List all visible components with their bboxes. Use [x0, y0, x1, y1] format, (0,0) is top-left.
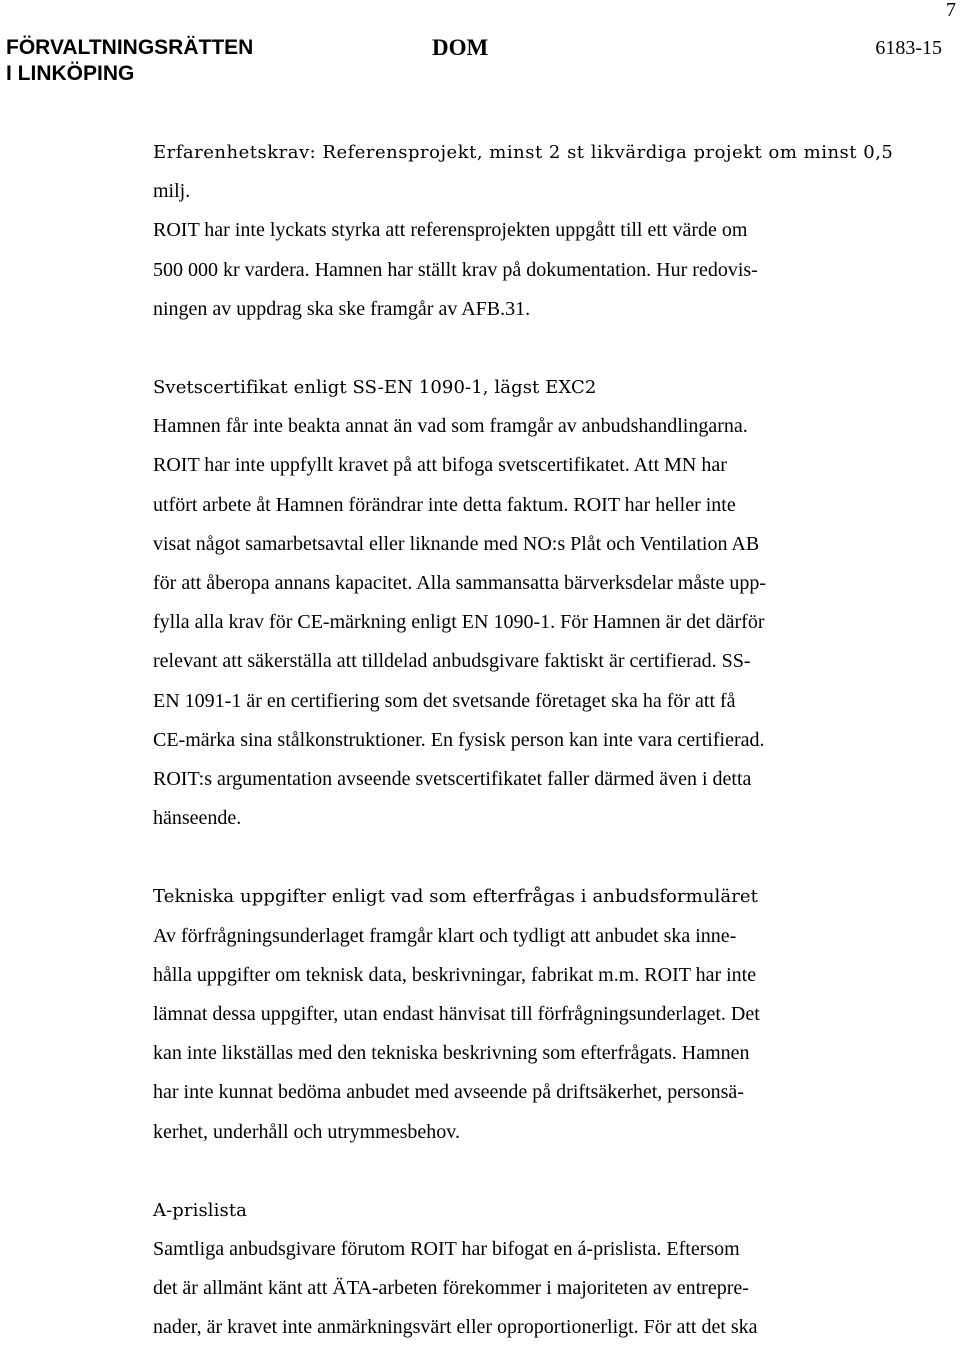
- text-line: fylla alla krav för CE-märkning enligt EN 1090-1. För Hamnen är det därför: [153, 611, 765, 634]
- text-line: det är allmänt känt att ÄTA-arbeten förekommer i majoriteten av entrepre-: [153, 1277, 749, 1300]
- court-name: [6, 35, 253, 87]
- section-heading: Erfarenhetskrav: Referensprojekt, minst 2 st likvärdiga projekt om minst 0,5: [153, 142, 894, 163]
- text-line: relevant att säkerställa att tilldelad anbudsgivare faktiskt är certifierad. SS-: [153, 650, 751, 673]
- text-line: Av förfrågningsunderlaget framgår klart och tydligt att anbudet ska inne-: [153, 924, 737, 947]
- section-heading: A-prislista: [153, 1199, 248, 1221]
- text-line: lämnat dessa uppgifter, utan endast hänvisat till förfrågningsunderlaget. Det: [153, 1003, 760, 1026]
- section-heading: Svetscertifikat enligt SS-EN 1090-1, lägst EXC2: [153, 377, 597, 399]
- section-technical-info: [153, 877, 873, 1151]
- text-line: ROIT har inte lyckats styrka att referensprojekten uppgått till ett värde om: [153, 219, 748, 242]
- text-line: Hamnen får inte beakta annat än vad som framgår av anbudshandlingarna.: [153, 415, 748, 438]
- text-line: nader, är kravet inte anmärkningsvärt eller oproportionerligt. För att det ska: [153, 1316, 758, 1339]
- text-line: för att åberopa annans kapacitet. Alla sammansatta bärverksdelar måste upp-: [153, 572, 767, 595]
- document-body: [153, 133, 894, 1348]
- section-experience: [153, 133, 894, 329]
- text-line: ningen av uppdrag ska ske framgår av AFB.31.: [153, 297, 531, 320]
- text-line: milj.: [153, 180, 191, 203]
- text-line: visat något samarbetsavtal eller liknande med NO:s Plåt och Ventilation AB: [153, 532, 760, 555]
- text-line: utfört arbete åt Hamnen förändrar inte detta faktum. ROIT har heller inte: [153, 493, 736, 516]
- document-header: [6, 35, 942, 91]
- text-line: ROIT:s argumentation avseende svetscertifikatet faller därmed även i detta: [153, 768, 752, 791]
- document-type: DOM: [432, 35, 489, 60]
- text-line: hänseende.: [153, 807, 242, 830]
- text-line: CE-märka sina stålkonstruktioner. En fysisk person kan inte vara certifierad.: [153, 728, 765, 751]
- section-weld-certificate: [153, 368, 873, 838]
- case-number: 6183-15: [875, 37, 942, 59]
- text-line: kan inte likställas med den tekniska beskrivning som efterfrågats. Hamnen: [153, 1042, 750, 1065]
- page-number: 7: [946, 0, 956, 21]
- court-name-line-1: FÖRVALTNINGSRÄTTEN: [6, 36, 254, 59]
- text-line: kerhet, underhåll och utrymmesbehov.: [153, 1120, 460, 1143]
- text-line: har inte kunnat bedöma anbudet med avseende på driftsäkerhet, personsä-: [153, 1081, 744, 1104]
- court-name-line-2: I LINKÖPING: [6, 62, 135, 85]
- section-price-list: [153, 1191, 873, 1348]
- text-line: 500 000 kr vardera. Hamnen har ställt krav på dokumentation. Hur redovis-: [153, 258, 758, 281]
- text-line: EN 1091-1 är en certifiering som det svetsande företaget ska ha för att få: [153, 689, 736, 712]
- text-line: ROIT har inte uppfyllt kravet på att bifoga svetscertifikatet. Att MN har: [153, 454, 727, 477]
- section-heading: Tekniska uppgifter enligt vad som efterfrågas i anbudsformuläret: [153, 886, 758, 908]
- text-line: Samtliga anbudsgivare förutom ROIT har bifogat en á-prislista. Eftersom: [153, 1238, 740, 1261]
- text-line: hålla uppgifter om teknisk data, beskrivningar, fabrikat m.m. ROIT har inte: [153, 963, 757, 986]
